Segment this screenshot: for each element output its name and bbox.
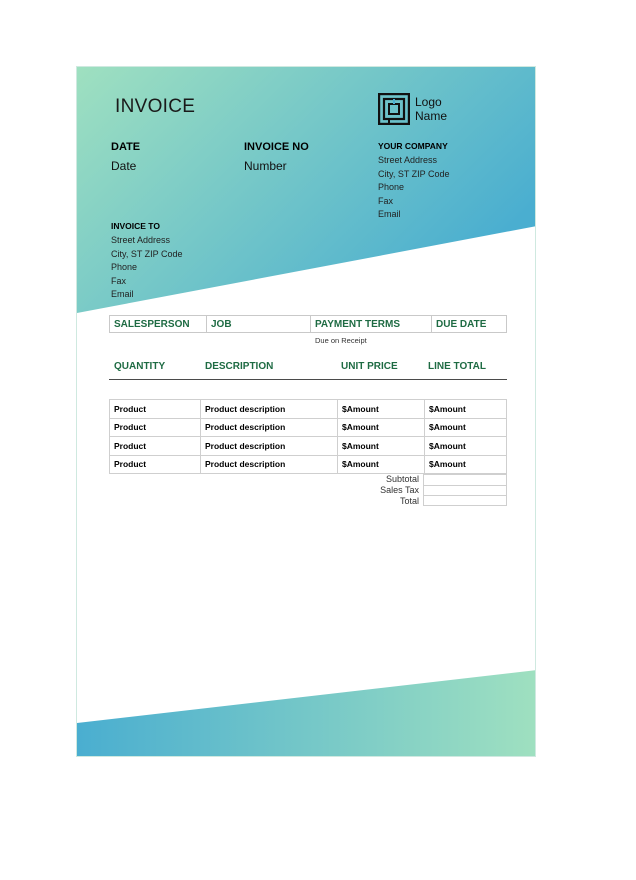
- item-row: [110, 400, 507, 419]
- item-row: [110, 455, 507, 474]
- totals-values: [423, 474, 507, 506]
- item-quantity: Product: [110, 400, 201, 419]
- bill-to-city: City, ST ZIP Code: [111, 248, 183, 259]
- item-quantity: Product: [110, 455, 201, 474]
- sales-tax-label: Sales Tax: [380, 485, 419, 495]
- footer-gradient-band: [77, 670, 536, 757]
- total-label: Total: [399, 496, 419, 506]
- item-unit-price: $Amount: [338, 437, 425, 456]
- payment-terms-header: PAYMENT TERMS: [311, 316, 432, 333]
- bill-to-phone: Phone: [111, 262, 138, 272]
- company-fax: Fax: [378, 195, 394, 206]
- item-description: Product description: [201, 400, 338, 419]
- bill-to-fax: Fax: [111, 275, 127, 286]
- item-unit-price: $Amount: [338, 400, 425, 419]
- invoice-title: INVOICE: [115, 96, 196, 117]
- item-quantity: Product: [110, 437, 201, 456]
- item-quantity: Product: [110, 418, 201, 437]
- total-value: [423, 495, 507, 506]
- bill-to-block: [111, 221, 183, 302]
- quantity-header: QUANTITY: [114, 361, 166, 372]
- bill-to-street: Street Address: [111, 235, 171, 245]
- meta-table: [109, 315, 507, 333]
- item-unit-price: $Amount: [338, 418, 425, 437]
- job-header: JOB: [207, 316, 311, 333]
- logo-name: [415, 95, 447, 123]
- description-header: DESCRIPTION: [205, 361, 274, 372]
- item-line-total: $Amount: [425, 418, 507, 437]
- company-block: [378, 141, 450, 222]
- sales-tax-value: [423, 485, 507, 496]
- salesperson-header: SALESPERSON: [110, 316, 207, 333]
- due-date-header: DUE DATE: [432, 316, 507, 333]
- subtotal-value: [423, 474, 507, 485]
- item-row: [110, 437, 507, 456]
- unit-price-header: UNIT PRICE: [341, 361, 398, 372]
- company-city: City, ST ZIP Code: [378, 168, 450, 179]
- invoice-no-label: INVOICE NO: [244, 141, 309, 153]
- date-label: DATE: [111, 141, 141, 153]
- item-description: Product description: [201, 437, 338, 456]
- item-line-total: $Amount: [425, 437, 507, 456]
- items-table: [109, 399, 507, 474]
- invoice-no-value: Number: [244, 159, 287, 173]
- company-email: Email: [378, 209, 401, 219]
- logo-line-2: Name: [415, 109, 448, 123]
- item-unit-price: $Amount: [338, 455, 425, 474]
- item-description: Product description: [201, 418, 338, 437]
- bill-to-email: Email: [111, 289, 134, 299]
- item-description: Product description: [201, 455, 338, 474]
- date-value: Date: [111, 159, 137, 173]
- company-phone: Phone: [378, 182, 405, 192]
- payment-terms-value: Due on Receipt: [315, 336, 367, 345]
- logo-line-1: Logo: [415, 95, 442, 109]
- bill-to-label: INVOICE TO: [111, 221, 160, 231]
- line-total-header: LINE TOTAL: [428, 361, 486, 372]
- items-header: [109, 359, 507, 380]
- invoice-page: [76, 66, 536, 757]
- maze-logo-icon: [378, 93, 410, 125]
- item-row: [110, 418, 507, 437]
- company-street: Street Address: [378, 155, 438, 165]
- subtotal-label: Subtotal: [385, 474, 419, 484]
- company-label: YOUR COMPANY: [378, 141, 448, 151]
- item-line-total: $Amount: [425, 400, 507, 419]
- item-line-total: $Amount: [425, 455, 507, 474]
